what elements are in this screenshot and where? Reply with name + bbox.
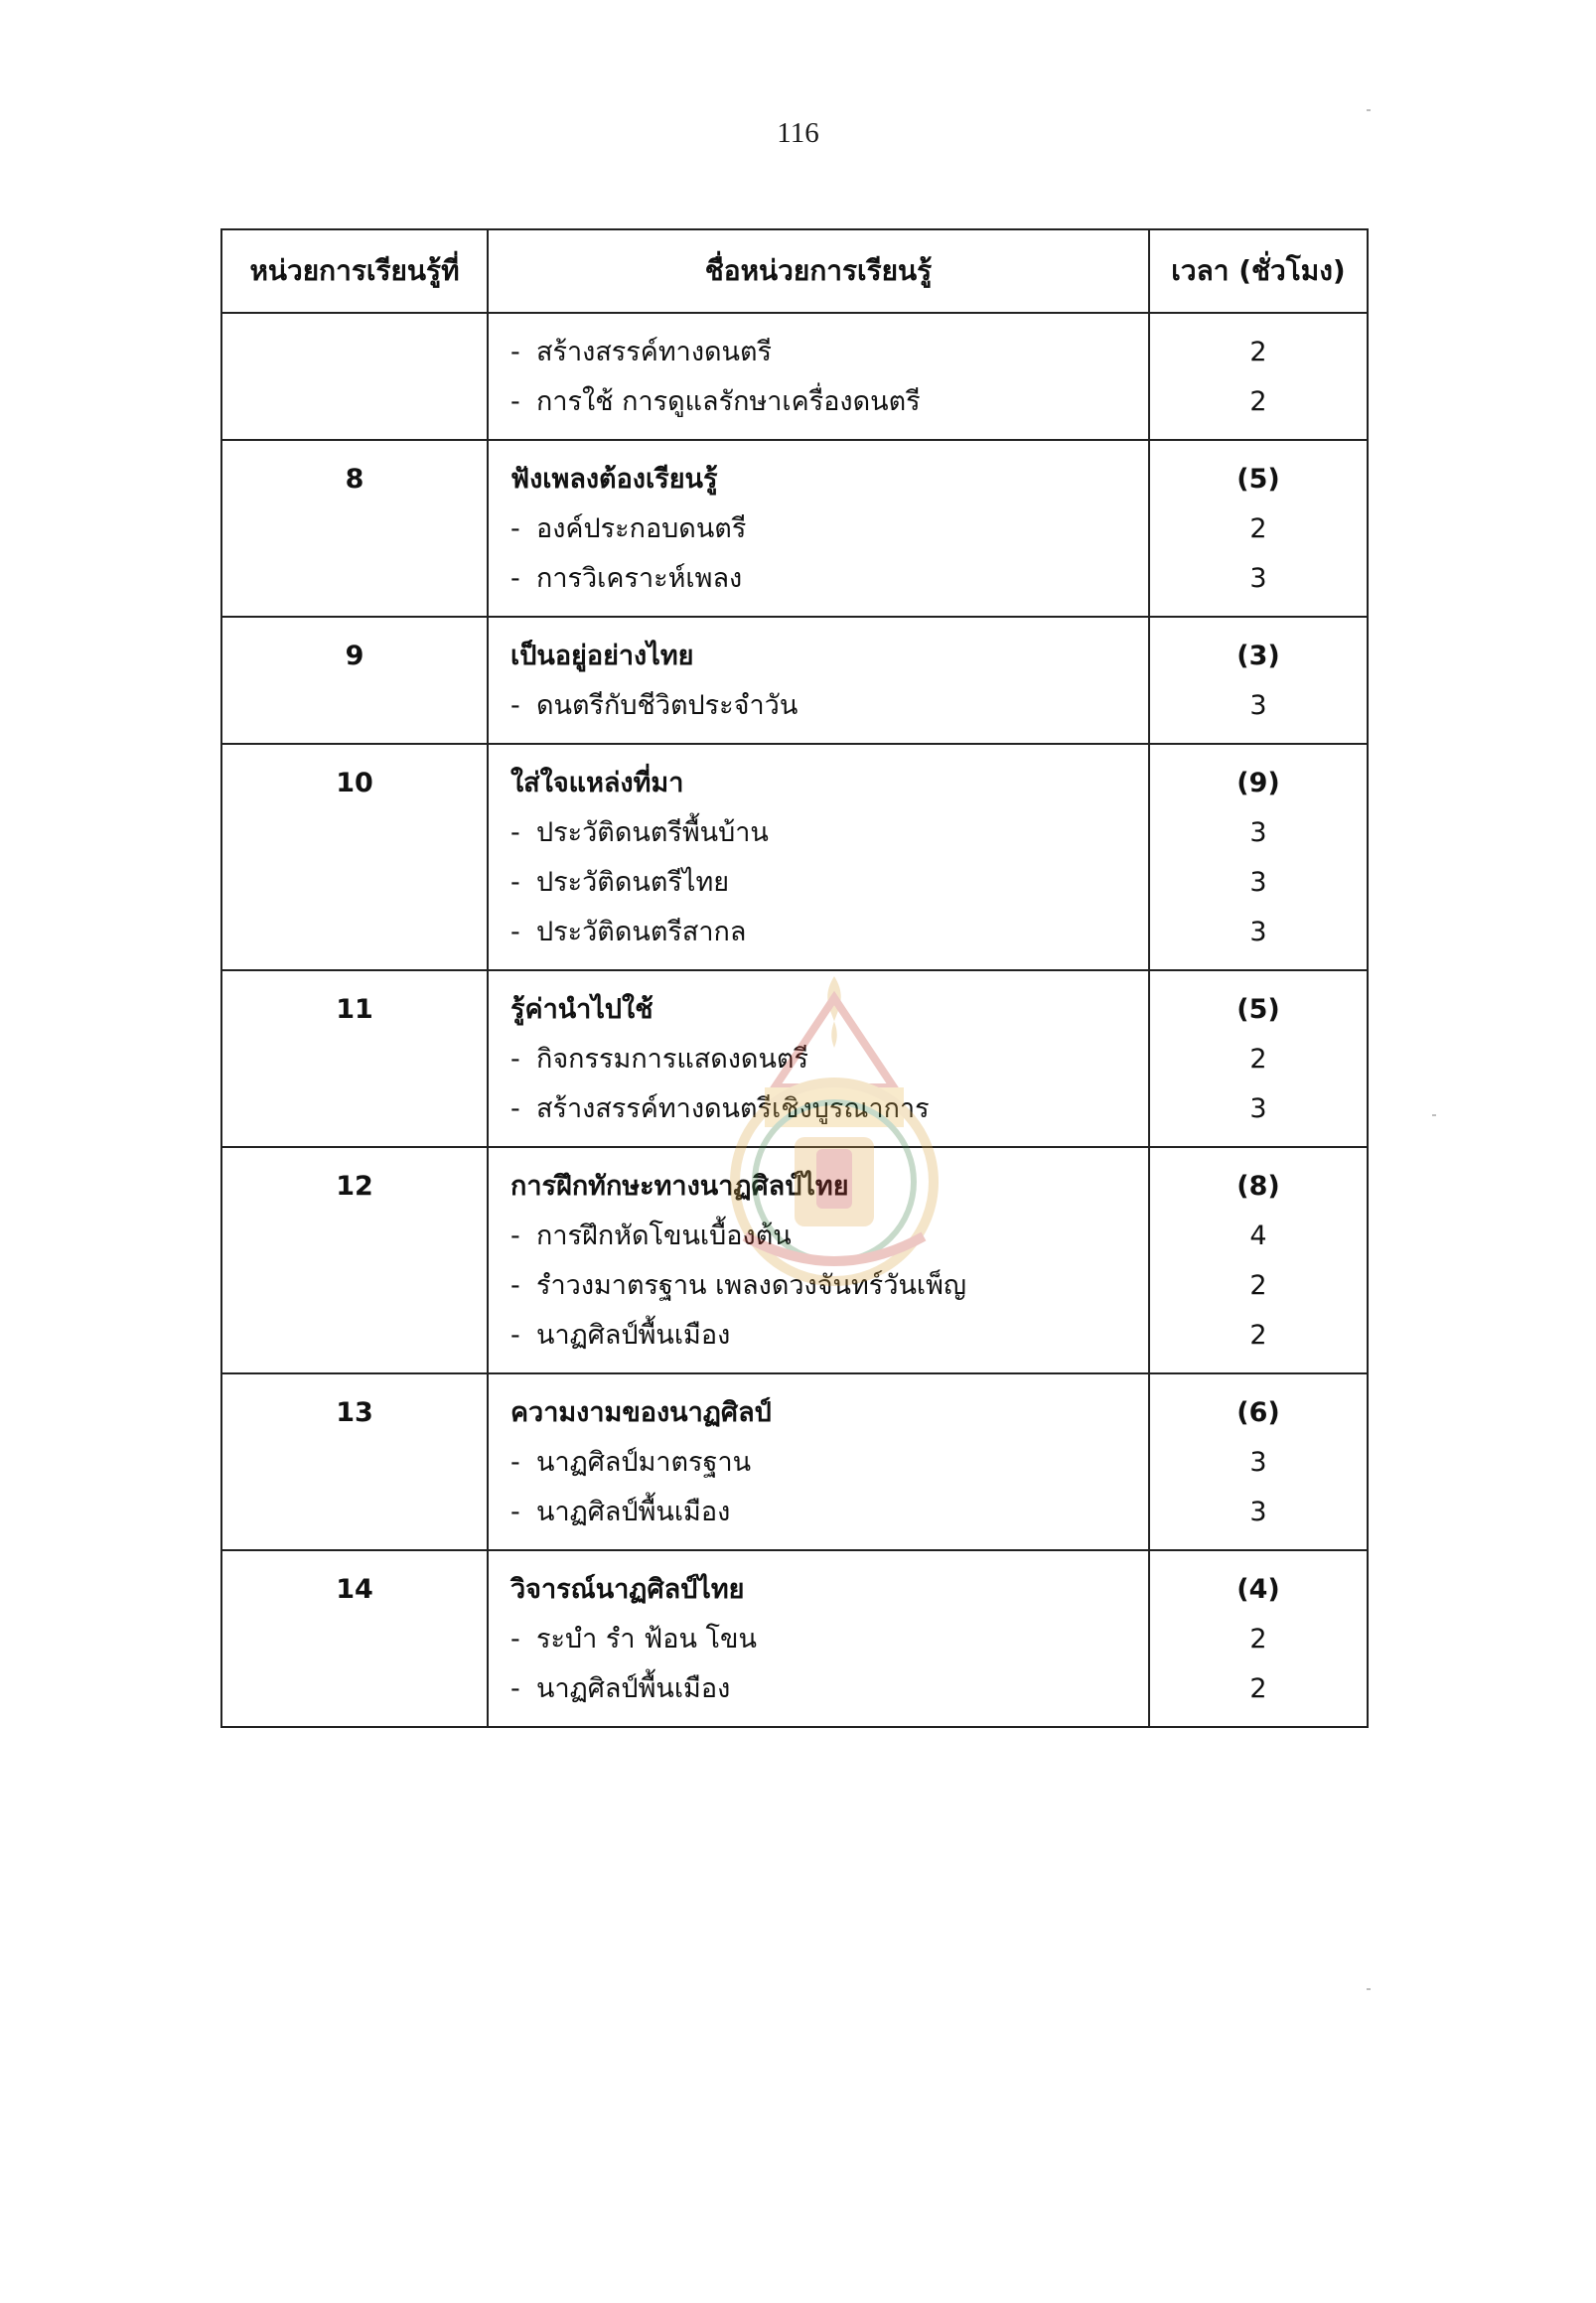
header-unit-name: ชื่อหน่วยการเรียนรู้	[488, 229, 1149, 313]
topic-label: ประวัติดนตรีสากล	[536, 917, 747, 947]
unit-hours-total: (3)	[1236, 641, 1280, 671]
unit-hours-total: (9)	[1236, 768, 1280, 798]
topic-label: การใช้ การดูแลรักษาเครื่องดนตรี	[536, 386, 921, 417]
bullet-dash: -	[510, 1093, 520, 1124]
unit-hours-cell	[1149, 440, 1368, 617]
scan-speck	[1432, 1114, 1436, 1116]
topic-item	[510, 808, 1148, 858]
unit-title: การฝึกทักษะทางนาฏศิลป์ไทย	[510, 1171, 849, 1202]
unit-title: ใส่ใจแหล่งที่มา	[510, 768, 684, 798]
bullet-dash: -	[510, 690, 520, 721]
topic-label: นาฏศิลป์พื้นเมือง	[536, 1673, 731, 1704]
topic-label: นาฏศิลป์พื้นเมือง	[536, 1320, 731, 1351]
unit-hours-cell	[1149, 970, 1368, 1147]
scan-speck	[1367, 1988, 1371, 1990]
topic-hours: 3	[1249, 917, 1267, 947]
unit-number-cell	[221, 617, 488, 744]
unit-name-cell	[488, 1550, 1149, 1727]
bullet-dash: -	[510, 1624, 520, 1655]
topic-item	[510, 1035, 1148, 1084]
unit-number	[222, 328, 487, 377]
unit-number: 12	[336, 1171, 373, 1202]
unit-hours-cell	[1149, 1550, 1368, 1727]
bullet-dash: -	[510, 337, 520, 367]
topic-label: ประวัติดนตรีไทย	[536, 867, 730, 898]
topic-label: การฝึกหัดโขนเบื้องต้น	[536, 1221, 792, 1251]
unit-hours-cell	[1149, 1373, 1368, 1550]
topic-hours: 2	[1249, 1673, 1267, 1704]
unit-hours-total: (8)	[1236, 1171, 1280, 1202]
topic-label: รำวงมาตรฐาน เพลงดวงจันทร์วันเพ็ญ	[536, 1270, 966, 1301]
topic-hours: 2	[1249, 513, 1267, 544]
unit-name-cell	[488, 1373, 1149, 1550]
topic-label: กิจกรรมการแสดงดนตรี	[536, 1044, 808, 1075]
table-row	[221, 440, 1368, 617]
topic-item	[510, 1664, 1148, 1714]
unit-number-cell	[221, 1373, 488, 1550]
topic-hours: 2	[1249, 337, 1267, 367]
topic-item	[510, 554, 1148, 604]
topic-item	[510, 1212, 1148, 1261]
topic-hours: 2	[1249, 1320, 1267, 1351]
unit-number-cell	[221, 313, 488, 440]
unit-number: 9	[345, 641, 364, 671]
table-row	[221, 744, 1368, 970]
topic-item	[510, 1438, 1148, 1488]
scan-speck	[1367, 109, 1371, 111]
unit-hours-cell	[1149, 313, 1368, 440]
topic-item	[510, 908, 1148, 957]
bullet-dash: -	[510, 867, 520, 898]
topic-hours: 3	[1249, 1497, 1267, 1527]
topic-hours: 2	[1249, 1044, 1267, 1075]
header-hours: เวลา (ชั่วโมง)	[1149, 229, 1368, 313]
bullet-dash: -	[510, 563, 520, 594]
topic-label: องค์ประกอบดนตรี	[536, 513, 747, 544]
unit-number-cell	[221, 1147, 488, 1373]
topic-hours: 3	[1249, 1093, 1267, 1124]
unit-name-cell	[488, 313, 1149, 440]
table-row	[221, 1550, 1368, 1727]
topic-item	[510, 1615, 1148, 1664]
topic-item	[510, 504, 1148, 554]
unit-name-cell	[488, 744, 1149, 970]
bullet-dash: -	[510, 1044, 520, 1075]
unit-number-cell	[221, 744, 488, 970]
topic-item	[510, 1084, 1148, 1134]
topic-item	[510, 1488, 1148, 1537]
topic-hours: 2	[1249, 386, 1267, 417]
unit-title: วิจารณ์นาฏศิลป์ไทย	[510, 1574, 745, 1605]
topic-item	[510, 377, 1148, 427]
unit-title: รู้ค่านำไปใช้	[510, 994, 653, 1025]
learning-units-table	[220, 228, 1369, 1728]
table-row	[221, 1147, 1368, 1373]
unit-name-cell	[488, 440, 1149, 617]
topic-label: สร้างสรรค์ทางดนตรี	[536, 337, 773, 367]
page-number: 116	[777, 117, 819, 149]
topic-item	[510, 1261, 1148, 1311]
topic-label: นาฏศิลป์พื้นเมือง	[536, 1497, 731, 1527]
unit-hours-total: (4)	[1236, 1574, 1280, 1605]
topic-hours: 3	[1249, 1447, 1267, 1478]
bullet-dash: -	[510, 817, 520, 848]
bullet-dash: -	[510, 1221, 520, 1251]
unit-name-cell	[488, 617, 1149, 744]
topic-hours: 3	[1249, 690, 1267, 721]
topic-label: สร้างสรรค์ทางดนตรีเชิงบูรณาการ	[536, 1093, 930, 1124]
table-row	[221, 970, 1368, 1147]
unit-title: ฟังเพลงต้องเรียนรู้	[510, 464, 718, 495]
bullet-dash: -	[510, 1673, 520, 1704]
unit-name-cell	[488, 1147, 1149, 1373]
bullet-dash: -	[510, 513, 520, 544]
unit-number-cell	[221, 1550, 488, 1727]
topic-label: นาฏศิลป์มาตรฐาน	[536, 1447, 752, 1478]
unit-hours-cell	[1149, 617, 1368, 744]
unit-title: ความงามของนาฏศิลป์	[510, 1397, 772, 1428]
bullet-dash: -	[510, 1320, 520, 1351]
unit-hours-cell	[1149, 1147, 1368, 1373]
unit-hours-total: (5)	[1236, 994, 1280, 1025]
unit-number: 11	[336, 994, 373, 1025]
bullet-dash: -	[510, 917, 520, 947]
unit-number-cell	[221, 970, 488, 1147]
topic-item	[510, 681, 1148, 731]
unit-name-cell	[488, 970, 1149, 1147]
topic-hours: 3	[1249, 563, 1267, 594]
table-row	[221, 617, 1368, 744]
bullet-dash: -	[510, 1447, 520, 1478]
topic-item	[510, 858, 1148, 908]
topic-hours: 3	[1249, 817, 1267, 848]
topic-item	[510, 328, 1148, 377]
topic-hours: 2	[1249, 1624, 1267, 1655]
table-row	[221, 313, 1368, 440]
topic-label: ดนตรีกับชีวิตประจำวัน	[536, 690, 798, 721]
unit-number: 13	[336, 1397, 373, 1428]
bullet-dash: -	[510, 386, 520, 417]
topic-item	[510, 1311, 1148, 1361]
unit-hours-total: (6)	[1236, 1397, 1280, 1428]
topic-hours: 2	[1249, 1270, 1267, 1301]
bullet-dash: -	[510, 1270, 520, 1301]
topic-label: ระบำ รำ ฟ้อน โขน	[536, 1624, 757, 1655]
unit-title: เป็นอยู่อย่างไทย	[510, 641, 694, 671]
header-unit-no: หน่วยการเรียนรู้ที่	[221, 229, 488, 313]
table-body	[221, 313, 1368, 1727]
topic-hours: 4	[1249, 1221, 1267, 1251]
unit-number-cell	[221, 440, 488, 617]
unit-number: 14	[336, 1574, 373, 1605]
topic-hours: 3	[1249, 867, 1267, 898]
unit-number: 8	[345, 464, 364, 495]
topic-label: การวิเคราะห์เพลง	[536, 563, 743, 594]
topic-label: ประวัติดนตรีพื้นบ้าน	[536, 817, 769, 848]
unit-hours-cell	[1149, 744, 1368, 970]
unit-hours-total: (5)	[1236, 464, 1280, 495]
table-header-row	[221, 229, 1368, 313]
bullet-dash: -	[510, 1497, 520, 1527]
table-row	[221, 1373, 1368, 1550]
unit-number: 10	[336, 768, 373, 798]
